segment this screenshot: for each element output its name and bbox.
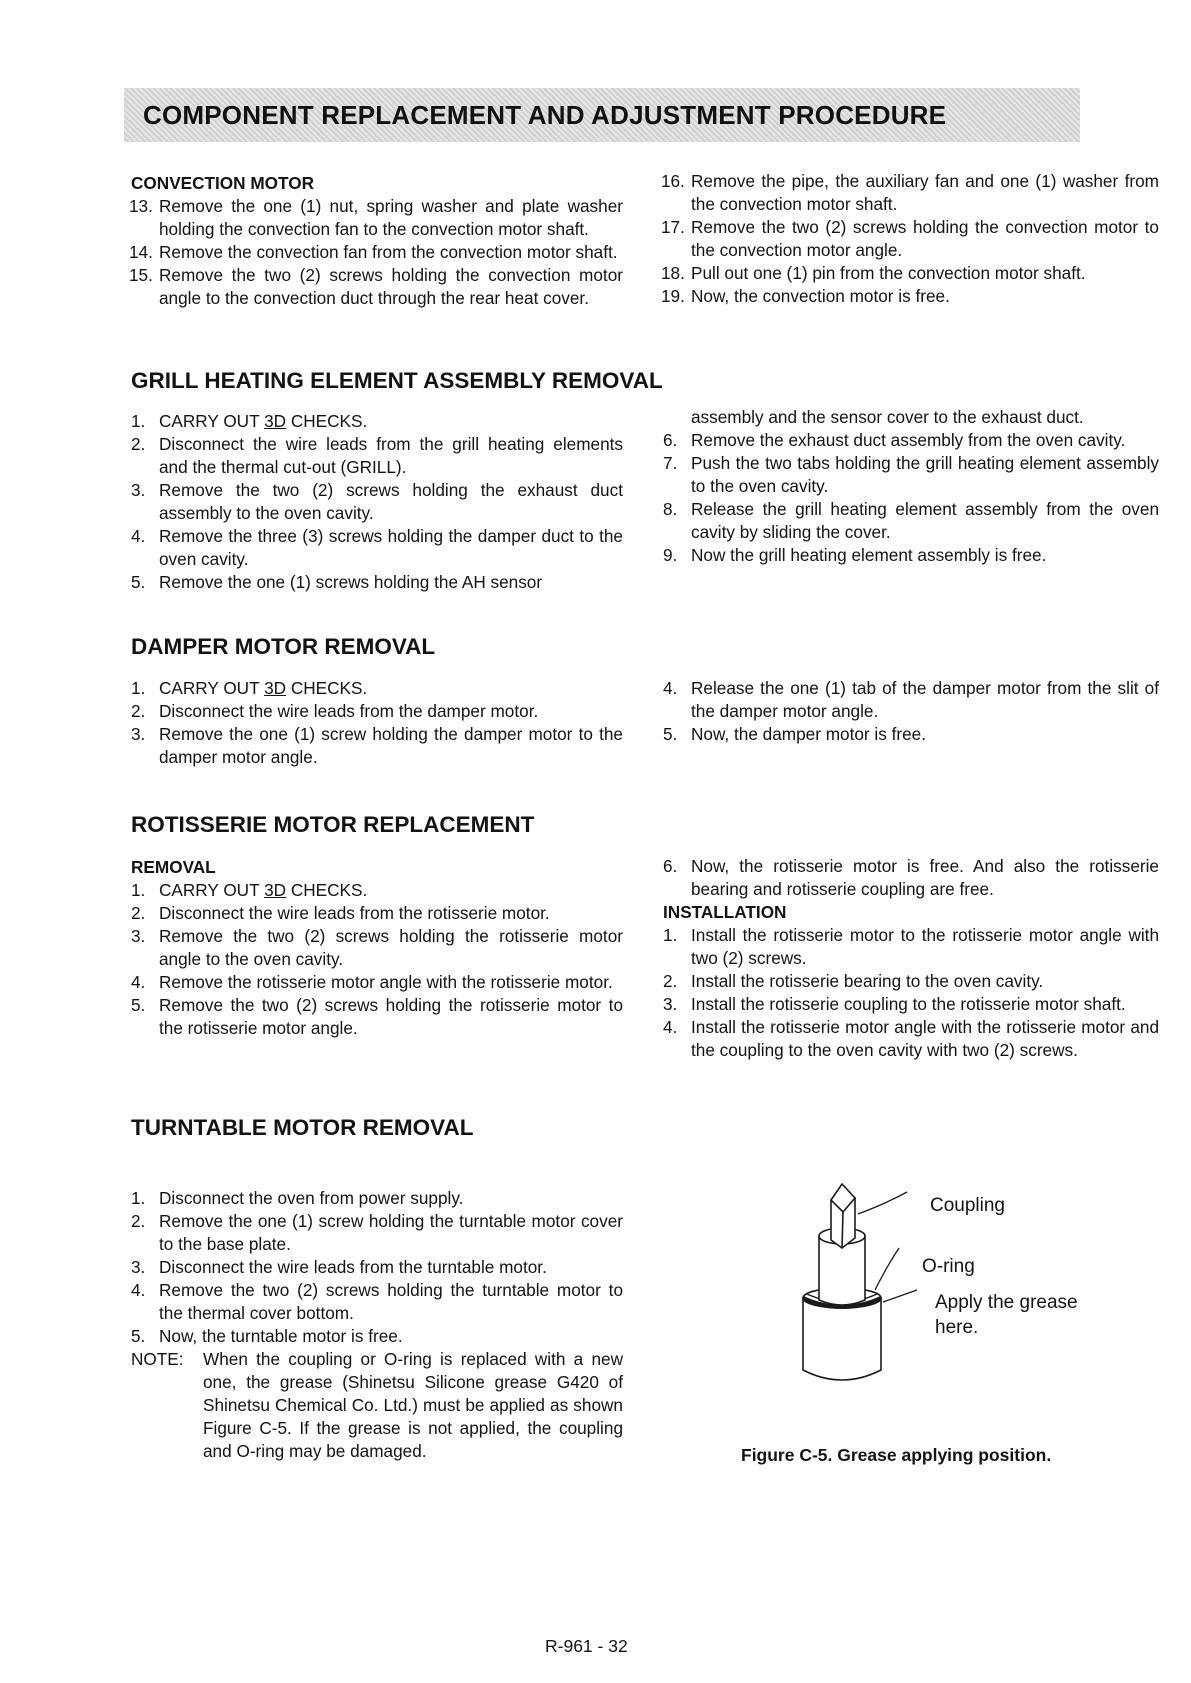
rotisserie-left-steps	[131, 902, 623, 1040]
step-text: angle to the convection duct through the rear heat cover.	[159, 288, 589, 308]
step-text: CHECKS.	[286, 880, 368, 900]
step-text: CHECKS.	[286, 411, 368, 431]
step-number: 2.	[663, 971, 678, 991]
step-text: Remove the one (1) screw holding the turntable motor	[159, 1211, 576, 1231]
note-line: shown Figure C-5. If the grease is not applied, the	[203, 1395, 623, 1438]
step-item	[663, 262, 1159, 285]
note-line: Shinetsu Chemical Co. Ltd.) must be applied as	[203, 1395, 569, 1415]
step-text: Disconnect the wire leads from the rotisserie motor.	[159, 903, 550, 923]
step-item	[663, 216, 1159, 262]
grease-label-line1: Apply the grease	[935, 1292, 1078, 1313]
step-text: with two (2) screws.	[691, 925, 1160, 968]
step-item	[131, 479, 623, 525]
grill-right-column	[663, 406, 1159, 567]
step-number: 4.	[663, 678, 678, 698]
step-item	[663, 1016, 1159, 1062]
damper-step-1	[131, 677, 623, 700]
figure-caption: Figure C-5. Grease applying position.	[741, 1445, 1052, 1465]
step-number: 3.	[131, 724, 146, 744]
step-number: 4.	[131, 972, 146, 992]
step-text: Now the grill heating element assembly is free.	[691, 545, 1047, 565]
rotisserie-removal-heading: REMOVAL	[131, 857, 216, 877]
step-number: 5.	[131, 1326, 146, 1346]
step-text: Remove the two (2) screws holding the rotisserie motor	[159, 995, 602, 1015]
step-number: 18.	[661, 263, 685, 283]
step-number: 4.	[131, 1280, 146, 1300]
step-text: Now, the damper motor is free.	[691, 724, 926, 744]
convection-left-column	[131, 172, 623, 310]
step-number: 1.	[131, 1188, 146, 1208]
grill-section-title: GRILL HEATING ELEMENT ASSEMBLY REMOVAL	[131, 368, 663, 393]
step-item	[663, 452, 1159, 498]
page-footer: R-961 - 32	[545, 1636, 628, 1656]
rotisserie-step-1	[131, 879, 623, 902]
step-item	[131, 1325, 623, 1348]
step-text: to the convection motor angle.	[691, 217, 1159, 260]
step-number: 3.	[663, 994, 678, 1014]
step-number: 7.	[663, 453, 678, 473]
step-number: 8.	[663, 499, 678, 519]
grease-label-line2: here.	[935, 1317, 979, 1338]
step-text: Remove the two (2) screws holding the turntable motor to	[159, 1280, 623, 1300]
step-text: Remove the one (1) screw holding the damper motor to	[159, 724, 593, 744]
step-text: the damper motor angle.	[159, 724, 623, 767]
rotisserie-right-removal-steps	[663, 855, 1159, 901]
step-item	[663, 544, 1159, 567]
oring-leader-line	[875, 1248, 899, 1290]
step-number: 6.	[663, 856, 678, 876]
step-item	[663, 993, 1159, 1016]
step-number: 2.	[131, 434, 146, 454]
step-text: assembly to the oven cavity.	[691, 453, 1159, 496]
step-text: Now, the convection motor is free.	[691, 286, 950, 306]
step-number: 9.	[663, 545, 678, 565]
step-item	[663, 855, 1159, 901]
step-item	[663, 924, 1159, 970]
step-number: 15.	[129, 265, 153, 285]
coupling-leader-line	[858, 1192, 907, 1214]
step-text: Now, the rotisserie motor is free. And also the rotisserie	[691, 856, 1159, 876]
note-line: one, the grease (Shinetsu Silicone grease G420 of	[203, 1372, 623, 1392]
step-text: Remove the two (2) screws holding the convection motor	[691, 217, 1139, 237]
convection-left-steps	[131, 195, 623, 310]
step-text: to the rotisserie motor angle.	[159, 995, 623, 1038]
step-text: CHECKS.	[286, 678, 368, 698]
step-text: Pull out one (1) pin from the convection motor shaft.	[691, 263, 1086, 283]
step-number: 4.	[131, 526, 146, 546]
turntable-section-title: TURNTABLE MOTOR REMOVAL	[131, 1115, 474, 1140]
step-item	[663, 285, 1159, 308]
rotisserie-left-column	[131, 856, 623, 1040]
step-text: of the damper motor angle.	[691, 678, 1159, 721]
step-text: and the thermal cut-out (GRILL).	[159, 457, 407, 477]
rotisserie-section-title: ROTISSERIE MOTOR REPLACEMENT	[131, 812, 535, 837]
step-number: 5.	[663, 724, 678, 744]
step-text-underlined: 3D	[264, 678, 287, 698]
step-number: 19.	[661, 286, 685, 306]
step-text: Remove the pipe, the auxiliary fan and one (1) washer	[691, 171, 1119, 191]
step-text: Remove the two (2) screws holding the exhaust duct	[159, 480, 623, 500]
note-text	[203, 1348, 623, 1463]
step-number: 2.	[131, 701, 146, 721]
step-item	[131, 994, 623, 1040]
step-text: Install the rotisserie motor angle with the rotisserie motor	[691, 1017, 1126, 1037]
step-text: Disconnect the wire leads from the grill heating elements	[159, 434, 623, 454]
step-text: Remove the one (1) nut, spring washer and plate washer	[159, 196, 623, 216]
step-text: angle to the oven cavity.	[159, 949, 344, 969]
step-item	[131, 1256, 623, 1279]
step-number: 17.	[661, 217, 685, 237]
step-text: the thermal cover bottom.	[159, 1303, 354, 1323]
step-item	[663, 429, 1159, 452]
step-text: oven cavity by sliding the cover.	[691, 499, 1160, 542]
grease-leader-line	[883, 1290, 917, 1302]
grill-step-1	[131, 410, 623, 433]
rotisserie-installation-heading: INSTALLATION	[663, 902, 787, 922]
convection-right-steps	[663, 170, 1159, 308]
step-item	[131, 1187, 623, 1210]
step-text: Disconnect the oven from power supply.	[159, 1188, 464, 1208]
step-number: 1.	[131, 880, 146, 900]
step-text: Remove the two (2) screws holding the rotisserie motor	[159, 926, 623, 946]
step-number: 16.	[661, 171, 685, 191]
step-number: 6.	[663, 430, 678, 450]
step-item	[131, 971, 623, 994]
step-item	[663, 498, 1159, 544]
step-item	[131, 723, 623, 769]
turntable-column	[131, 1187, 623, 1463]
step-text: Remove the rotisserie motor angle with the rotisserie	[159, 972, 561, 992]
step-text: Now, the turntable motor is free.	[159, 1326, 403, 1346]
step-text: bearing and rotisserie coupling are free.	[691, 879, 994, 899]
grill-continuation-text: assembly and the sensor cover to the exhaust duct.	[691, 407, 1084, 427]
step-item	[131, 902, 623, 925]
step-number: 1.	[131, 678, 146, 698]
step-text: cover to the base plate.	[159, 1211, 623, 1254]
step-item	[663, 970, 1159, 993]
step-text: CARRY OUT	[159, 880, 265, 900]
note-line: When the coupling or O-ring is replaced with a new	[203, 1349, 623, 1369]
grill-left-column	[131, 410, 623, 594]
step-text: and the coupling to the oven cavity with two (2) screws.	[691, 1017, 1160, 1060]
rotisserie-right-column	[663, 855, 1159, 1062]
base-cylinder-body	[803, 1298, 881, 1380]
note-line: coupling and O-ring may be damaged.	[203, 1418, 623, 1461]
damper-section-title: DAMPER MOTOR REMOVAL	[131, 634, 436, 659]
damper-right-column	[663, 677, 1159, 746]
step-text: motor.	[560, 972, 613, 992]
step-text: Remove the exhaust duct assembly from the oven cavity.	[691, 430, 1126, 450]
step-number: 3.	[131, 1257, 146, 1277]
step-text: from the convection motor shaft.	[691, 171, 1159, 214]
step-text: Disconnect the wire leads from the turntable motor.	[159, 1257, 547, 1277]
step-text: Remove the two (2) screws holding the convection motor	[159, 265, 623, 285]
grill-left-steps	[131, 433, 623, 594]
step-text: Disconnect the wire leads from the damper motor.	[159, 701, 539, 721]
step-text: Remove the one (1) screws holding the AH sensor	[159, 572, 543, 592]
note-label: NOTE:	[131, 1349, 184, 1369]
step-item	[663, 170, 1159, 216]
step-item	[131, 264, 623, 310]
step-number: 1.	[131, 411, 146, 431]
step-item	[131, 571, 623, 594]
step-number: 4.	[663, 1017, 678, 1037]
turntable-steps	[131, 1187, 623, 1348]
step-text-underlined: 3D	[264, 880, 287, 900]
step-item	[131, 195, 623, 241]
step-item	[131, 525, 623, 571]
step-number: 3.	[131, 480, 146, 500]
step-text: holding the convection fan to the convection motor shaft.	[159, 219, 589, 239]
damper-left-steps	[131, 700, 623, 769]
step-text: CARRY OUT	[159, 678, 265, 698]
damper-right-steps	[663, 677, 1159, 746]
step-number: 1.	[663, 925, 678, 945]
step-text: Release the one (1) tab of the damper motor from the slit	[691, 678, 1139, 698]
damper-left-column	[131, 677, 623, 769]
coupling-label: Coupling	[930, 1195, 1005, 1216]
step-text: Remove the three (3) screws holding the damper duct to	[159, 526, 594, 546]
step-text: Install the rotisserie bearing to the oven cavity.	[691, 971, 1044, 991]
step-number: 5.	[131, 572, 146, 592]
coupling-tip-edge	[842, 1212, 843, 1248]
step-text: Install the rotisserie coupling to the rotisserie motor shaft.	[691, 994, 1126, 1014]
step-number: 2.	[131, 903, 146, 923]
step-number: 5.	[131, 995, 146, 1015]
step-item	[131, 433, 623, 479]
step-item	[131, 700, 623, 723]
turntable-note	[131, 1348, 623, 1463]
step-text: Release the grill heating element assembly from the	[691, 499, 1114, 519]
step-text-underlined: 3D	[264, 411, 287, 431]
step-text: assembly to the oven cavity.	[159, 503, 374, 523]
step-item	[131, 1279, 623, 1325]
rotisserie-installation-steps	[663, 924, 1159, 1062]
page-title: COMPONENT REPLACEMENT AND ADJUSTMENT PROCEDURE	[143, 100, 947, 130]
step-text: Remove the convection fan from the convection motor shaft.	[159, 242, 618, 262]
step-item	[663, 723, 1159, 746]
oring-label: O-ring	[922, 1256, 975, 1277]
step-item	[131, 241, 623, 264]
step-text: the oven cavity.	[159, 526, 623, 569]
convection-heading: CONVECTION MOTOR	[131, 173, 315, 193]
step-item	[131, 925, 623, 971]
grill-right-steps	[663, 429, 1159, 567]
step-text: Push the two tabs holding the grill heating element	[691, 453, 1081, 473]
step-item	[131, 1210, 623, 1256]
convection-right-column	[663, 170, 1159, 308]
step-number: 2.	[131, 1211, 146, 1231]
step-text: Install the rotisserie motor to the rotisserie motor angle	[691, 925, 1122, 945]
step-number: 13.	[129, 196, 153, 216]
step-number: 3.	[131, 926, 146, 946]
step-number: 14.	[129, 242, 153, 262]
step-text: CARRY OUT	[159, 411, 265, 431]
step-item	[663, 677, 1159, 723]
